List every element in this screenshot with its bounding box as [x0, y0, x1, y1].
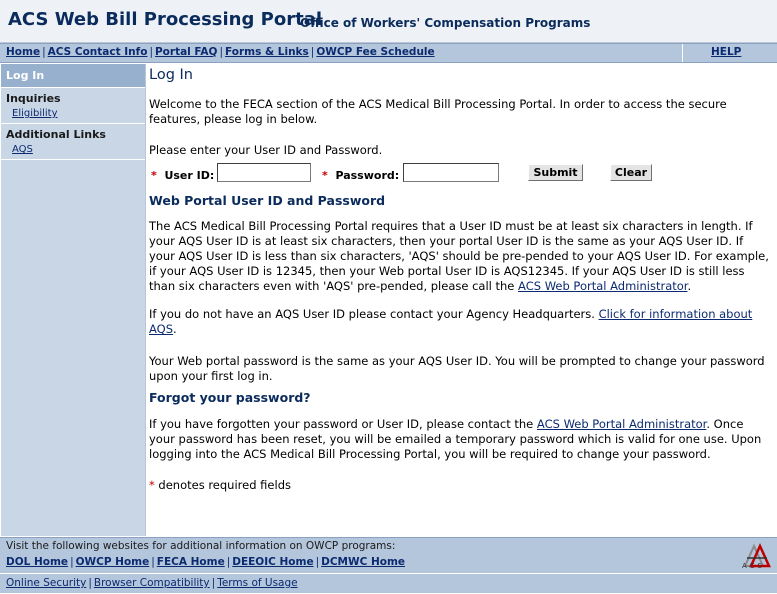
page-title: Log In	[149, 67, 193, 83]
submit-button[interactable]: Submit	[528, 164, 583, 181]
nav-fee-schedule-link[interactable]: OWCP Fee Schedule	[316, 46, 435, 58]
nav-acs-contact-link[interactable]: ACS Contact Info	[47, 46, 148, 58]
userid-paragraph: The ACS Medical Bill Processing Portal requires that a User ID must be at least six characters in length. If your AQS User ID is at least six characters, then your portal User ID is the same as your AQS User ID. If your AQS User ID is less than six characters, 'AQS' should be pre-pended to your AQS User ID. For example, if your AQS User ID is 12345, then your Web portal User ID is AQS12345. If your AQS User ID is still less than six characters even with 'AQS' pre-pended, please call the ACS Web Portal Administrator.	[149, 219, 769, 293]
userid-section-title: Web Portal User ID and Password	[149, 193, 386, 208]
sidebar-heading-inquiries: Inquiries	[6, 92, 61, 105]
userid-input[interactable]	[217, 163, 311, 182]
userid-label: User ID:	[164, 169, 215, 182]
footer-online-security-link[interactable]: Online Security	[6, 577, 87, 589]
footer-intro: Visit the following websites for additional information on OWCP programs:	[6, 540, 396, 552]
enter-prompt: Please enter your User ID and Password.	[149, 143, 383, 157]
sidebar-heading-additional-links: Additional Links	[6, 128, 106, 141]
footer-browser-compat-link[interactable]: Browser Compatibility	[93, 577, 210, 589]
sidebar-link-aqs[interactable]: AQS	[12, 144, 33, 155]
footer-deeoic-home-link[interactable]: DEEOIC Home	[232, 556, 314, 568]
aqs-info-link[interactable]: Click for information about AQS	[149, 307, 753, 336]
sidebar	[1, 64, 146, 536]
sidebar-link-eligibility[interactable]: Eligibility	[12, 108, 58, 119]
site-subtitle: Office of Workers' Compensation Programs	[300, 16, 591, 30]
footer-program-links: DOL Home | OWCP Home | FECA Home | DEEOIC Home | DCMWC Home	[6, 556, 406, 568]
footer-feca-home-link[interactable]: FECA Home	[156, 556, 225, 568]
footer-terms-link[interactable]: Terms of Usage	[217, 577, 298, 589]
admin-link[interactable]: ACS Web Portal Administrator	[536, 417, 707, 431]
password-input[interactable]	[403, 163, 499, 182]
forgot-paragraph: If you have forgotten your password or User ID, please contact the ACS Web Portal Administrator. Once your password has been reset, you will be emailed a temporary password which is valid for one use. Upon logging into the ACS Medical Bill Processing Portal, you will be required to change your password.	[149, 417, 762, 461]
footer-bottom-bar: Online Security | Browser Compatibility | Terms of Usage	[0, 573, 777, 594]
required-asterisk: *	[322, 169, 328, 182]
sidebar-section-inquiries	[1, 88, 145, 124]
nav-forms-links-link[interactable]: Forms & Links	[225, 46, 309, 58]
footer-dol-home-link[interactable]: DOL Home	[6, 556, 69, 568]
sidebar-section-additional	[1, 124, 145, 160]
footer-owcp-home-link[interactable]: OWCP Home	[75, 556, 150, 568]
login-form	[149, 163, 771, 187]
page-header	[0, 0, 777, 43]
admin-link[interactable]: ACS Web Portal Administrator	[518, 279, 688, 293]
password-paragraph: Your Web portal password is the same as your AQS User ID. You will be prompted to change your password upon your first log in.	[149, 354, 765, 383]
welcome-text: Welcome to the FECA section of the ACS Medical Bill Processing Portal. In order to access the secure features, please log in below.	[149, 97, 727, 126]
nav-portal-faq-link[interactable]: Portal FAQ	[154, 46, 218, 58]
page-footer	[0, 537, 777, 593]
required-asterisk: *	[149, 478, 155, 492]
forgot-password-title: Forgot your password?	[149, 390, 311, 405]
required-note: * denotes required fields	[149, 478, 291, 492]
top-nav-bar: Home | ACS Contact Info | Portal FAQ | Forms & Links | OWCP Fee Schedule HELP	[0, 43, 777, 63]
nav-home-link[interactable]: Home	[6, 46, 41, 58]
password-label: Password:	[335, 169, 400, 182]
clear-button[interactable]: Clear	[610, 164, 652, 181]
main-content	[149, 64, 771, 493]
acs-logo-text: ACS	[742, 562, 765, 570]
no-aqs-paragraph: If you do not have an AQS User ID please contact your Agency Headquarters. Click for information about AQS.	[149, 307, 753, 336]
site-title: ACS Web Bill Processing Portal	[8, 9, 323, 30]
nav-help-link[interactable]: HELP	[711, 46, 742, 58]
footer-dcmwc-home-link[interactable]: DCMWC Home	[321, 556, 406, 568]
sidebar-item-login[interactable]: Log In	[1, 64, 145, 88]
required-asterisk: *	[151, 169, 157, 182]
help-cell	[682, 44, 777, 62]
